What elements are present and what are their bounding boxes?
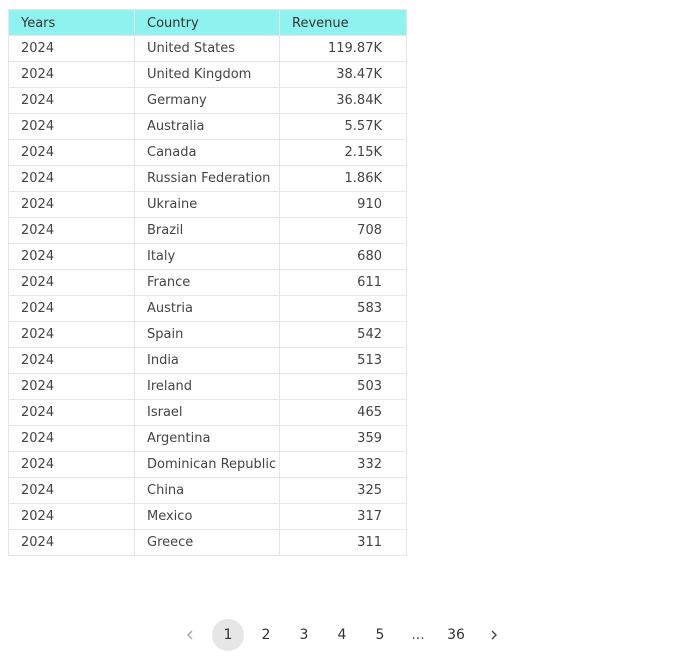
- page-button-5[interactable]: 5: [375, 627, 385, 643]
- cell-year: 2024: [9, 530, 135, 556]
- cell-revenue: 910: [280, 192, 407, 218]
- cell-revenue: 38.47K: [280, 62, 407, 88]
- cell-revenue: 311: [280, 530, 407, 556]
- column-header-revenue[interactable]: Revenue: [280, 10, 407, 36]
- cell-revenue: 465: [280, 400, 407, 426]
- page-button-1[interactable]: 1: [212, 619, 244, 651]
- cell-country: France: [135, 270, 280, 296]
- cell-revenue: 325: [280, 478, 407, 504]
- cell-year: 2024: [9, 192, 135, 218]
- next-page-button[interactable]: [478, 619, 510, 651]
- column-header-years[interactable]: Years: [9, 10, 135, 36]
- cell-revenue: 513: [280, 348, 407, 374]
- table-row: [9, 478, 407, 504]
- pagination-ellipsis: ...: [411, 627, 425, 643]
- cell-year: 2024: [9, 36, 135, 62]
- cell-revenue: 611: [280, 270, 407, 296]
- cell-country: Ukraine: [135, 192, 280, 218]
- cell-country: Russian Federation: [135, 166, 280, 192]
- cell-revenue: 2.15K: [280, 140, 407, 166]
- cell-country: Ireland: [135, 374, 280, 400]
- page-button-3[interactable]: 3: [299, 627, 309, 643]
- cell-year: 2024: [9, 62, 135, 88]
- cell-revenue: 680: [280, 244, 407, 270]
- table-row: [9, 62, 407, 88]
- page-button-last[interactable]: 36: [447, 627, 465, 643]
- table-row: [9, 530, 407, 556]
- cell-year: 2024: [9, 374, 135, 400]
- cell-year: 2024: [9, 244, 135, 270]
- cell-country: Austria: [135, 296, 280, 322]
- table-row: [9, 88, 407, 114]
- cell-country: China: [135, 478, 280, 504]
- cell-country: Canada: [135, 140, 280, 166]
- cell-revenue: 317: [280, 504, 407, 530]
- cell-country: Argentina: [135, 426, 280, 452]
- page-button-2[interactable]: 2: [261, 627, 271, 643]
- table-header-row: [9, 10, 407, 36]
- table-row: [9, 166, 407, 192]
- cell-country: Germany: [135, 88, 280, 114]
- cell-country: United States: [135, 36, 280, 62]
- cell-year: 2024: [9, 504, 135, 530]
- cell-country: Italy: [135, 244, 280, 270]
- cell-year: 2024: [9, 218, 135, 244]
- cell-revenue: 583: [280, 296, 407, 322]
- table-row: [9, 244, 407, 270]
- table-row: [9, 192, 407, 218]
- table-row: [9, 322, 407, 348]
- cell-country: Greece: [135, 530, 280, 556]
- prev-page-button[interactable]: [174, 619, 206, 651]
- cell-year: 2024: [9, 426, 135, 452]
- cell-revenue: 119.87K: [280, 36, 407, 62]
- cell-country: United Kingdom: [135, 62, 280, 88]
- table-row: [9, 452, 407, 478]
- cell-country: Spain: [135, 322, 280, 348]
- revenue-table-container: [8, 9, 406, 556]
- cell-year: 2024: [9, 114, 135, 140]
- table-row: [9, 296, 407, 322]
- cell-country: Israel: [135, 400, 280, 426]
- cell-year: 2024: [9, 140, 135, 166]
- cell-year: 2024: [9, 88, 135, 114]
- cell-revenue: 503: [280, 374, 407, 400]
- cell-revenue: 332: [280, 452, 407, 478]
- chevron-left-icon: [184, 629, 196, 641]
- table-row: [9, 270, 407, 296]
- table-row: [9, 400, 407, 426]
- table-row: [9, 348, 407, 374]
- cell-year: 2024: [9, 270, 135, 296]
- cell-revenue: 5.57K: [280, 114, 407, 140]
- column-header-country[interactable]: Country: [135, 10, 280, 36]
- pagination: [0, 619, 693, 651]
- cell-country: Mexico: [135, 504, 280, 530]
- cell-year: 2024: [9, 400, 135, 426]
- cell-revenue: 1.86K: [280, 166, 407, 192]
- table-row: [9, 114, 407, 140]
- cell-year: 2024: [9, 322, 135, 348]
- cell-year: 2024: [9, 348, 135, 374]
- table-row: [9, 36, 407, 62]
- table-row: [9, 218, 407, 244]
- table-body: [9, 36, 407, 556]
- cell-country: India: [135, 348, 280, 374]
- table-row: [9, 140, 407, 166]
- table-row: [9, 504, 407, 530]
- cell-revenue: 36.84K: [280, 88, 407, 114]
- cell-country: Australia: [135, 114, 280, 140]
- cell-revenue: 359: [280, 426, 407, 452]
- page-button-4[interactable]: 4: [337, 627, 347, 643]
- chevron-right-icon: [488, 629, 500, 641]
- cell-year: 2024: [9, 166, 135, 192]
- cell-year: 2024: [9, 452, 135, 478]
- table-row: [9, 426, 407, 452]
- cell-country: Dominican Republic: [135, 452, 280, 478]
- cell-year: 2024: [9, 296, 135, 322]
- cell-country: Brazil: [135, 218, 280, 244]
- table-row: [9, 374, 407, 400]
- cell-revenue: 708: [280, 218, 407, 244]
- revenue-table: [8, 9, 407, 556]
- cell-revenue: 542: [280, 322, 407, 348]
- cell-year: 2024: [9, 478, 135, 504]
